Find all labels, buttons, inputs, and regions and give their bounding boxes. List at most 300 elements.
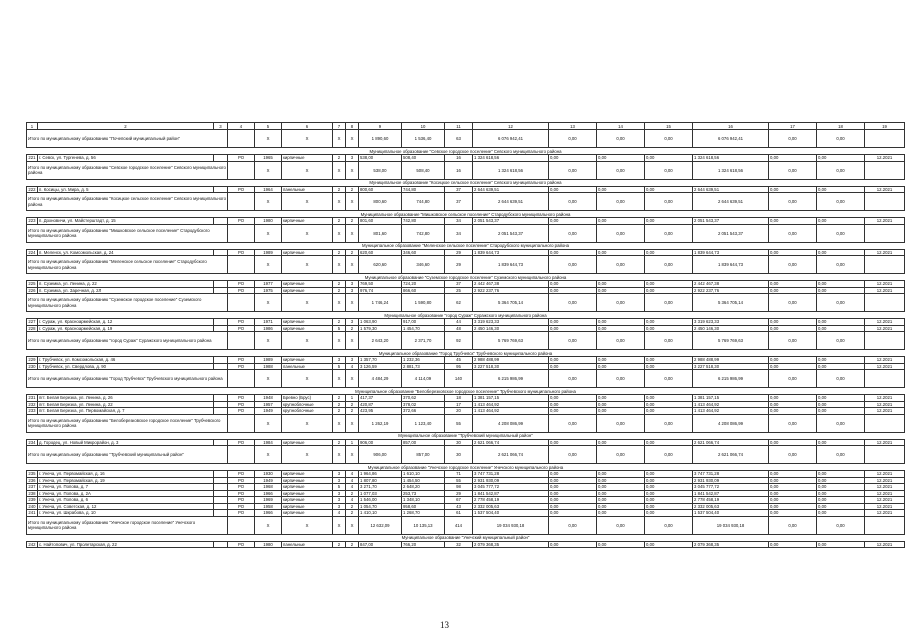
- subtotal-cell: 1 746,24: [359, 294, 402, 312]
- table-cell: 3 227 518,30: [473, 363, 549, 370]
- subtotal-cell: X: [346, 294, 359, 312]
- table-cell: 0,00: [769, 490, 817, 497]
- table-cell: 12.2021: [865, 541, 905, 548]
- table-cell: 1 381 157,15: [473, 395, 549, 402]
- table-cell: кирпичные: [282, 484, 333, 491]
- table-cell: 0,00: [645, 484, 693, 491]
- table-cell: 0,00: [549, 395, 597, 402]
- subtotal-cell: [865, 516, 905, 534]
- table-cell: 0,00: [597, 497, 645, 504]
- subtotal-cell: X: [282, 516, 333, 534]
- table-cell: РО: [228, 471, 255, 478]
- table-cell: 0,00: [645, 287, 693, 294]
- subtotal-cell: X: [346, 414, 359, 432]
- table-cell: 12.2021: [865, 363, 905, 370]
- table-cell: 37: [445, 186, 473, 193]
- table-cell: Бревно (Брус): [282, 395, 333, 402]
- address-cell: п. Меленск, ул. Комсомольская, д. 24: [38, 249, 214, 256]
- table-cell: 0,00: [769, 401, 817, 408]
- table-cell: 0,00: [645, 510, 693, 517]
- subtotal-cell: X: [333, 446, 346, 464]
- subtotal-cell: X: [346, 370, 359, 388]
- subtotal-label: Итого по муниципальному образованию "Трубчевский муниципальный район": [27, 446, 228, 464]
- subtotal-cell: X: [333, 370, 346, 388]
- subtotal-cell: 0,00: [645, 161, 693, 179]
- subtotal-cell: X: [282, 414, 333, 432]
- table-cell: РО: [228, 287, 255, 294]
- table-cell: 3: [346, 155, 359, 162]
- table-cell: 0,00: [817, 363, 865, 370]
- subtotal-row: [27, 370, 905, 388]
- subtotal-cell: X: [282, 161, 333, 179]
- table-cell: 0,00: [645, 497, 693, 504]
- table-cell: 12.2021: [865, 408, 905, 415]
- page-number: 13: [440, 620, 449, 630]
- subtotal-cell: 0,00: [817, 161, 865, 179]
- table-cell: 4: [346, 477, 359, 484]
- address-cell: г. Унеча, ул. Первомайская, д. 16: [38, 471, 214, 478]
- table-cell: 1969: [255, 497, 282, 504]
- subtotal-cell: 857,00: [402, 446, 445, 464]
- subtotal-cell: 1 890,60: [359, 130, 402, 148]
- table-cell: 0,00: [645, 155, 693, 162]
- subtotal-cell: 5 769 769,63: [473, 332, 549, 350]
- table-cell: 0,00: [597, 484, 645, 491]
- table-cell: кирпичные: [282, 490, 333, 497]
- subtotal-cell: 0,00: [769, 256, 817, 274]
- subtotal-cell: 1 839 644,73: [473, 256, 549, 274]
- table-cell: 242: [28, 541, 36, 547]
- table-cell: 0,00: [769, 471, 817, 478]
- table-cell: 0,00: [549, 319, 597, 326]
- subtotal-cell: 6 076 942,41: [693, 130, 769, 148]
- subtotal-cell: 2 621 066,74: [693, 446, 769, 464]
- subtotal-cell: X: [282, 332, 333, 350]
- table-cell: 25: [445, 287, 473, 294]
- table-cell: 12.2021: [865, 325, 905, 332]
- subtotal-cell: 414: [445, 516, 473, 534]
- table-cell: 233: [28, 408, 36, 414]
- table-cell: 29: [445, 249, 473, 256]
- table-cell: 226: [28, 287, 36, 293]
- table-cell: 3: [346, 281, 359, 288]
- table-cell: 1966: [255, 510, 282, 517]
- municipality-name: Муниципальное образование "Унечский муниципальный район": [27, 534, 905, 541]
- subtotal-cell: X: [255, 294, 282, 312]
- table-cell: 0,00: [645, 319, 693, 326]
- table-cell: 0,00: [645, 186, 693, 193]
- table-cell: 2 442 467,38: [473, 281, 549, 288]
- table-cell: 0,00: [769, 186, 817, 193]
- column-number: 9: [359, 123, 402, 130]
- table-cell: панельные: [282, 363, 333, 370]
- table-cell: 0,00: [597, 319, 645, 326]
- table-cell: 0,00: [769, 541, 817, 548]
- table-cell: 238: [28, 490, 36, 496]
- address-cell: п. Дохновичи, ул. Майстерштадт, д. 15: [38, 218, 214, 225]
- table-cell: РО: [228, 357, 255, 364]
- table-cell: 0,00: [769, 281, 817, 288]
- table-cell: 0,00: [549, 401, 597, 408]
- subtotal-cell: 6 215 986,99: [693, 370, 769, 388]
- table-cell: 3 126,59: [359, 363, 402, 370]
- table-cell: 742,80: [402, 218, 445, 225]
- subtotal-cell: 0,00: [645, 130, 693, 148]
- column-number: 14: [597, 123, 645, 130]
- column-number: 1: [27, 123, 38, 130]
- table-cell: 801,60: [359, 218, 402, 225]
- table-cell: 0,00: [817, 484, 865, 491]
- municipality-group-row: [27, 534, 905, 541]
- subtotal-cell: 538,00: [359, 161, 402, 179]
- table-cell: 3 747 731,28: [473, 471, 549, 478]
- table-cell: 12.2021: [865, 218, 905, 225]
- table-cell: 2: [346, 503, 359, 510]
- table-cell: РО: [228, 490, 255, 497]
- table-cell: 0,00: [549, 541, 597, 548]
- table-cell: 1 348,10: [402, 497, 445, 504]
- municipality-group-row: [27, 432, 905, 439]
- table-cell: 2 644 639,51: [473, 186, 549, 193]
- table-cell: 0,00: [769, 319, 817, 326]
- subtotal-cell: X: [282, 370, 333, 388]
- table-cell: 1988: [255, 363, 282, 370]
- table-cell: 1: [346, 395, 359, 402]
- table-cell: 372,66: [402, 408, 445, 415]
- table-cell: РО: [228, 186, 255, 193]
- table-cell: 0,00: [549, 218, 597, 225]
- table-cell: 0,00: [597, 218, 645, 225]
- subtotal-cell: [865, 446, 905, 464]
- subtotal-cell: 2 621 066,74: [473, 446, 549, 464]
- table-cell: 1 807,80: [359, 477, 402, 484]
- subtotal-cell: 0,00: [549, 294, 597, 312]
- table-cell: 1948: [255, 395, 282, 402]
- table-cell: 857,00: [402, 439, 445, 446]
- table-cell: 1 839 644,73: [693, 249, 769, 256]
- address-cell: п. Суземка, ул. Заречная, д. 2Л: [38, 287, 214, 294]
- table-cell: 0,00: [817, 490, 865, 497]
- table-cell: 95: [445, 363, 473, 370]
- column-number: 10: [402, 123, 445, 130]
- table-cell: РО: [228, 484, 255, 491]
- document-page: [26, 122, 904, 548]
- table-cell: РО: [228, 319, 255, 326]
- table-cell: 1984: [255, 439, 282, 446]
- table-cell: 1 410,10: [359, 510, 402, 517]
- table-cell: 0,00: [769, 325, 817, 332]
- table-cell: 0,00: [769, 408, 817, 415]
- subtotal-row: [27, 224, 905, 242]
- subtotal-cell: 62: [445, 294, 473, 312]
- subtotal-cell: 30: [445, 446, 473, 464]
- subtotal-cell: 0,00: [597, 256, 645, 274]
- municipality-name: Муниципальное образование "Севское городское поселение" Севского муниципального района: [27, 148, 905, 155]
- table-cell: 1949: [255, 408, 282, 415]
- subtotal-cell: 0,00: [645, 224, 693, 242]
- subtotal-cell: 0,00: [645, 370, 693, 388]
- subtotal-cell: X: [346, 224, 359, 242]
- table-cell: 12.2021: [865, 439, 905, 446]
- municipality-name: Муниципальное образование "Трубчевский муниципальный район": [27, 432, 905, 439]
- table-cell: 0,00: [549, 287, 597, 294]
- table-cell: кирпичные: [282, 357, 333, 364]
- subtotal-cell: [865, 161, 905, 179]
- subtotal-cell: X: [255, 516, 282, 534]
- municipality-name: Муниципальное образование "город Сураж" Суражского муниципального района: [27, 312, 905, 319]
- table-cell: 3: [346, 287, 359, 294]
- table-cell: 45: [445, 357, 473, 364]
- subtotal-cell: 0,00: [549, 332, 597, 350]
- table-cell: 1980: [255, 541, 282, 548]
- subtotal-cell: 37: [445, 193, 473, 211]
- table-cell: 0,00: [817, 218, 865, 225]
- table-cell: 0,00: [597, 395, 645, 402]
- subtotal-cell: 0,00: [817, 256, 865, 274]
- subtotal-label: Итого по муниципальному образованию "Унечское городское поселение" Унечского муниципального района: [27, 516, 228, 534]
- table-cell: 2: [346, 541, 359, 548]
- table-cell: 0,00: [549, 186, 597, 193]
- municipality-name: Муниципальное образование "Город Трубчевск" Трубчевского муниципального района: [27, 350, 905, 357]
- table-cell: 1 077,03: [359, 490, 402, 497]
- table-cell: РО: [228, 395, 255, 402]
- table-cell: 0,00: [597, 363, 645, 370]
- table-cell: 2 988 488,99: [473, 357, 549, 364]
- table-cell: 1 381 157,15: [693, 395, 769, 402]
- table-cell: 0,00: [817, 503, 865, 510]
- table-cell: 0,00: [549, 490, 597, 497]
- table-body: [27, 123, 905, 548]
- subtotal-cell: X: [255, 414, 282, 432]
- table-cell: 2: [346, 401, 359, 408]
- subtotal-cell: 0,00: [549, 193, 597, 211]
- subtotal-cell: [228, 294, 255, 312]
- table-cell: 5: [333, 484, 346, 491]
- table-cell: 0,00: [817, 325, 865, 332]
- column-number: 17: [769, 123, 817, 130]
- table-cell: 370,62: [402, 395, 445, 402]
- table-cell: 0,00: [645, 471, 693, 478]
- table-cell: 0,00: [817, 287, 865, 294]
- table-cell: РО: [228, 541, 255, 548]
- subtotal-cell: 0,00: [597, 516, 645, 534]
- table-cell: 0,00: [817, 510, 865, 517]
- subtotal-cell: 6 076 942,41: [473, 130, 549, 148]
- table-cell: 3 045 777,72: [473, 484, 549, 491]
- table-cell: 12.2021: [865, 471, 905, 478]
- table-cell: 2 922 237,76: [473, 287, 549, 294]
- column-number: 12: [473, 123, 549, 130]
- table-cell: 1 357,70: [359, 357, 402, 364]
- table-cell: 2 922 237,76: [693, 287, 769, 294]
- subtotal-cell: X: [346, 161, 359, 179]
- table-cell: 0,00: [645, 363, 693, 370]
- table-cell: 1 841 542,87: [473, 490, 549, 497]
- table-cell: 2 778 458,19: [473, 497, 549, 504]
- table-cell: 0,00: [817, 395, 865, 402]
- table-cell: 2: [333, 218, 346, 225]
- subtotal-cell: [865, 294, 905, 312]
- table-cell: 0,00: [817, 155, 865, 162]
- municipality-name: Муниципальное образование "Белоберезковское городское поселение" Трубчевского муниципального района: [27, 388, 905, 395]
- subtotal-cell: 508,40: [402, 161, 445, 179]
- table-cell: 0,00: [645, 249, 693, 256]
- table-cell: 0,00: [769, 503, 817, 510]
- address-cell: г. Сураж, ул. Красноармейская, д. 12: [38, 319, 214, 326]
- subtotal-label: Итого по муниципальному образованию "Меленское сельское поселение" Стародубского муниципального района: [27, 256, 228, 274]
- subtotal-row: [27, 446, 905, 464]
- table-cell: 0,00: [549, 325, 597, 332]
- table-cell: 0,00: [645, 281, 693, 288]
- table-cell: 2 332 005,63: [473, 503, 549, 510]
- table-cell: 800,60: [359, 186, 402, 193]
- table-cell: 1930: [255, 471, 282, 478]
- table-cell: 232: [28, 401, 36, 407]
- table-cell: 2 648,20: [402, 484, 445, 491]
- subtotal-cell: [228, 256, 255, 274]
- subtotal-cell: [228, 370, 255, 388]
- table-cell: 2: [346, 510, 359, 517]
- table-cell: панельные: [282, 541, 333, 548]
- table-cell: 221: [28, 155, 36, 161]
- table-cell: 0,00: [549, 439, 597, 446]
- table-cell: 1977: [255, 281, 282, 288]
- table-cell: 1965: [255, 155, 282, 162]
- table-cell: РО: [228, 325, 255, 332]
- table-cell: 3 227 518,30: [693, 363, 769, 370]
- address-cell: г. Унеча, ул. Попова, д. 7: [38, 484, 214, 491]
- table-cell: 0,00: [817, 319, 865, 326]
- table-cell: 346,60: [402, 249, 445, 256]
- table-cell: 234: [28, 439, 36, 445]
- table-cell: 61: [445, 510, 473, 517]
- table-cell: 1 610,10: [402, 471, 445, 478]
- table-cell: РО: [228, 249, 255, 256]
- table-cell: 3 271,70: [359, 484, 402, 491]
- subtotal-cell: X: [346, 193, 359, 211]
- table-cell: 769,50: [359, 281, 402, 288]
- subtotal-cell: 12 632,09: [359, 516, 402, 534]
- subtotal-cell: X: [282, 446, 333, 464]
- table-cell: 12.2021: [865, 287, 905, 294]
- table-cell: 1 324 618,56: [473, 155, 549, 162]
- address-cell: п. Косицы, ул. Мира, д. 5: [38, 186, 214, 193]
- subtotal-cell: [865, 332, 905, 350]
- table-cell: 2 988 488,99: [693, 357, 769, 364]
- subtotal-cell: 1 324 618,56: [473, 161, 549, 179]
- subtotal-cell: 0,00: [817, 516, 865, 534]
- table-cell: 0,00: [817, 281, 865, 288]
- subtotal-cell: 0,00: [549, 224, 597, 242]
- subtotal-cell: 0,00: [597, 370, 645, 388]
- table-cell: 0,00: [817, 357, 865, 364]
- table-cell: 3 319 623,33: [473, 319, 549, 326]
- table-cell: 0,00: [597, 249, 645, 256]
- municipality-group-row: [27, 350, 905, 357]
- subtotal-cell: X: [333, 516, 346, 534]
- table-cell: 2: [346, 218, 359, 225]
- table-cell: 1 546,00: [359, 497, 402, 504]
- table-cell: 2: [346, 249, 359, 256]
- subtotal-cell: 4 208 086,99: [473, 414, 549, 432]
- table-cell: 0,00: [817, 439, 865, 446]
- table-cell: РО: [228, 363, 255, 370]
- table-cell: крупноблочные: [282, 401, 333, 408]
- table-cell: 0,00: [645, 357, 693, 364]
- subtotal-cell: 29: [445, 256, 473, 274]
- subtotal-cell: 620,60: [359, 256, 402, 274]
- table-cell: 2 079 368,35: [473, 541, 549, 548]
- subtotal-cell: 0,00: [597, 193, 645, 211]
- municipality-group-row: [27, 242, 905, 249]
- column-number: 8: [346, 123, 359, 130]
- subtotal-cell: 6 215 986,99: [473, 370, 549, 388]
- address-cell: пгт. Белая Березка, ул. Первомайская, д. 7: [38, 408, 214, 415]
- table-cell: 2 079 368,35: [693, 541, 769, 548]
- table-cell: 1966: [255, 490, 282, 497]
- table-cell: 1 324 618,56: [693, 155, 769, 162]
- table-cell: 2: [346, 408, 359, 415]
- table-cell: 0,00: [769, 510, 817, 517]
- subtotal-cell: 906,00: [359, 446, 402, 464]
- subtotal-row: [27, 256, 905, 274]
- table-cell: 2: [333, 408, 346, 415]
- subtotal-row: [27, 130, 905, 148]
- table-cell: 231: [28, 395, 36, 401]
- table-cell: 1 537 504,40: [693, 510, 769, 517]
- subtotal-cell: 800,60: [359, 193, 402, 211]
- table-cell: 958,60: [402, 503, 445, 510]
- table-cell: 1975: [255, 287, 282, 294]
- subtotal-cell: 0,00: [549, 414, 597, 432]
- table-cell: 2 051 543,37: [693, 218, 769, 225]
- subtotal-cell: 0,00: [597, 294, 645, 312]
- table-cell: 0,00: [597, 281, 645, 288]
- subtotal-cell: [865, 193, 905, 211]
- table-cell: 0,00: [549, 281, 597, 288]
- table-cell: 2: [333, 186, 346, 193]
- table-cell: 0,00: [597, 490, 645, 497]
- subtotal-cell: [228, 414, 255, 432]
- subtotal-cell: 140: [445, 370, 473, 388]
- table-cell: 2: [333, 249, 346, 256]
- table-cell: 724,20: [402, 281, 445, 288]
- subtotal-label: Итого по муниципальному образованию "Севское городское поселение" Севского муниципального района: [27, 161, 228, 179]
- table-cell: 18: [445, 395, 473, 402]
- subtotal-cell: X: [255, 161, 282, 179]
- subtotal-cell: X: [346, 130, 359, 148]
- table-cell: 417,37: [359, 395, 402, 402]
- table-cell: 0,00: [817, 401, 865, 408]
- table-cell: 0,00: [597, 287, 645, 294]
- table-cell: 224: [28, 249, 36, 255]
- table-cell: 1989: [255, 249, 282, 256]
- address-cell: г. Унеча, ул. Шкрабова, д. 10: [38, 510, 214, 517]
- table-cell: 0,00: [769, 484, 817, 491]
- table-cell: 0,00: [769, 218, 817, 225]
- table-cell: 0,00: [817, 408, 865, 415]
- municipality-group-row: [27, 274, 905, 281]
- table-cell: РО: [228, 477, 255, 484]
- subtotal-cell: [228, 161, 255, 179]
- subtotal-cell: 63: [445, 130, 473, 148]
- table-cell: 5: [333, 325, 346, 332]
- subtotal-cell: 0,00: [769, 414, 817, 432]
- subtotal-row: [27, 414, 905, 432]
- table-cell: 3: [333, 477, 346, 484]
- table-cell: 29: [445, 490, 473, 497]
- table-cell: РО: [228, 155, 255, 162]
